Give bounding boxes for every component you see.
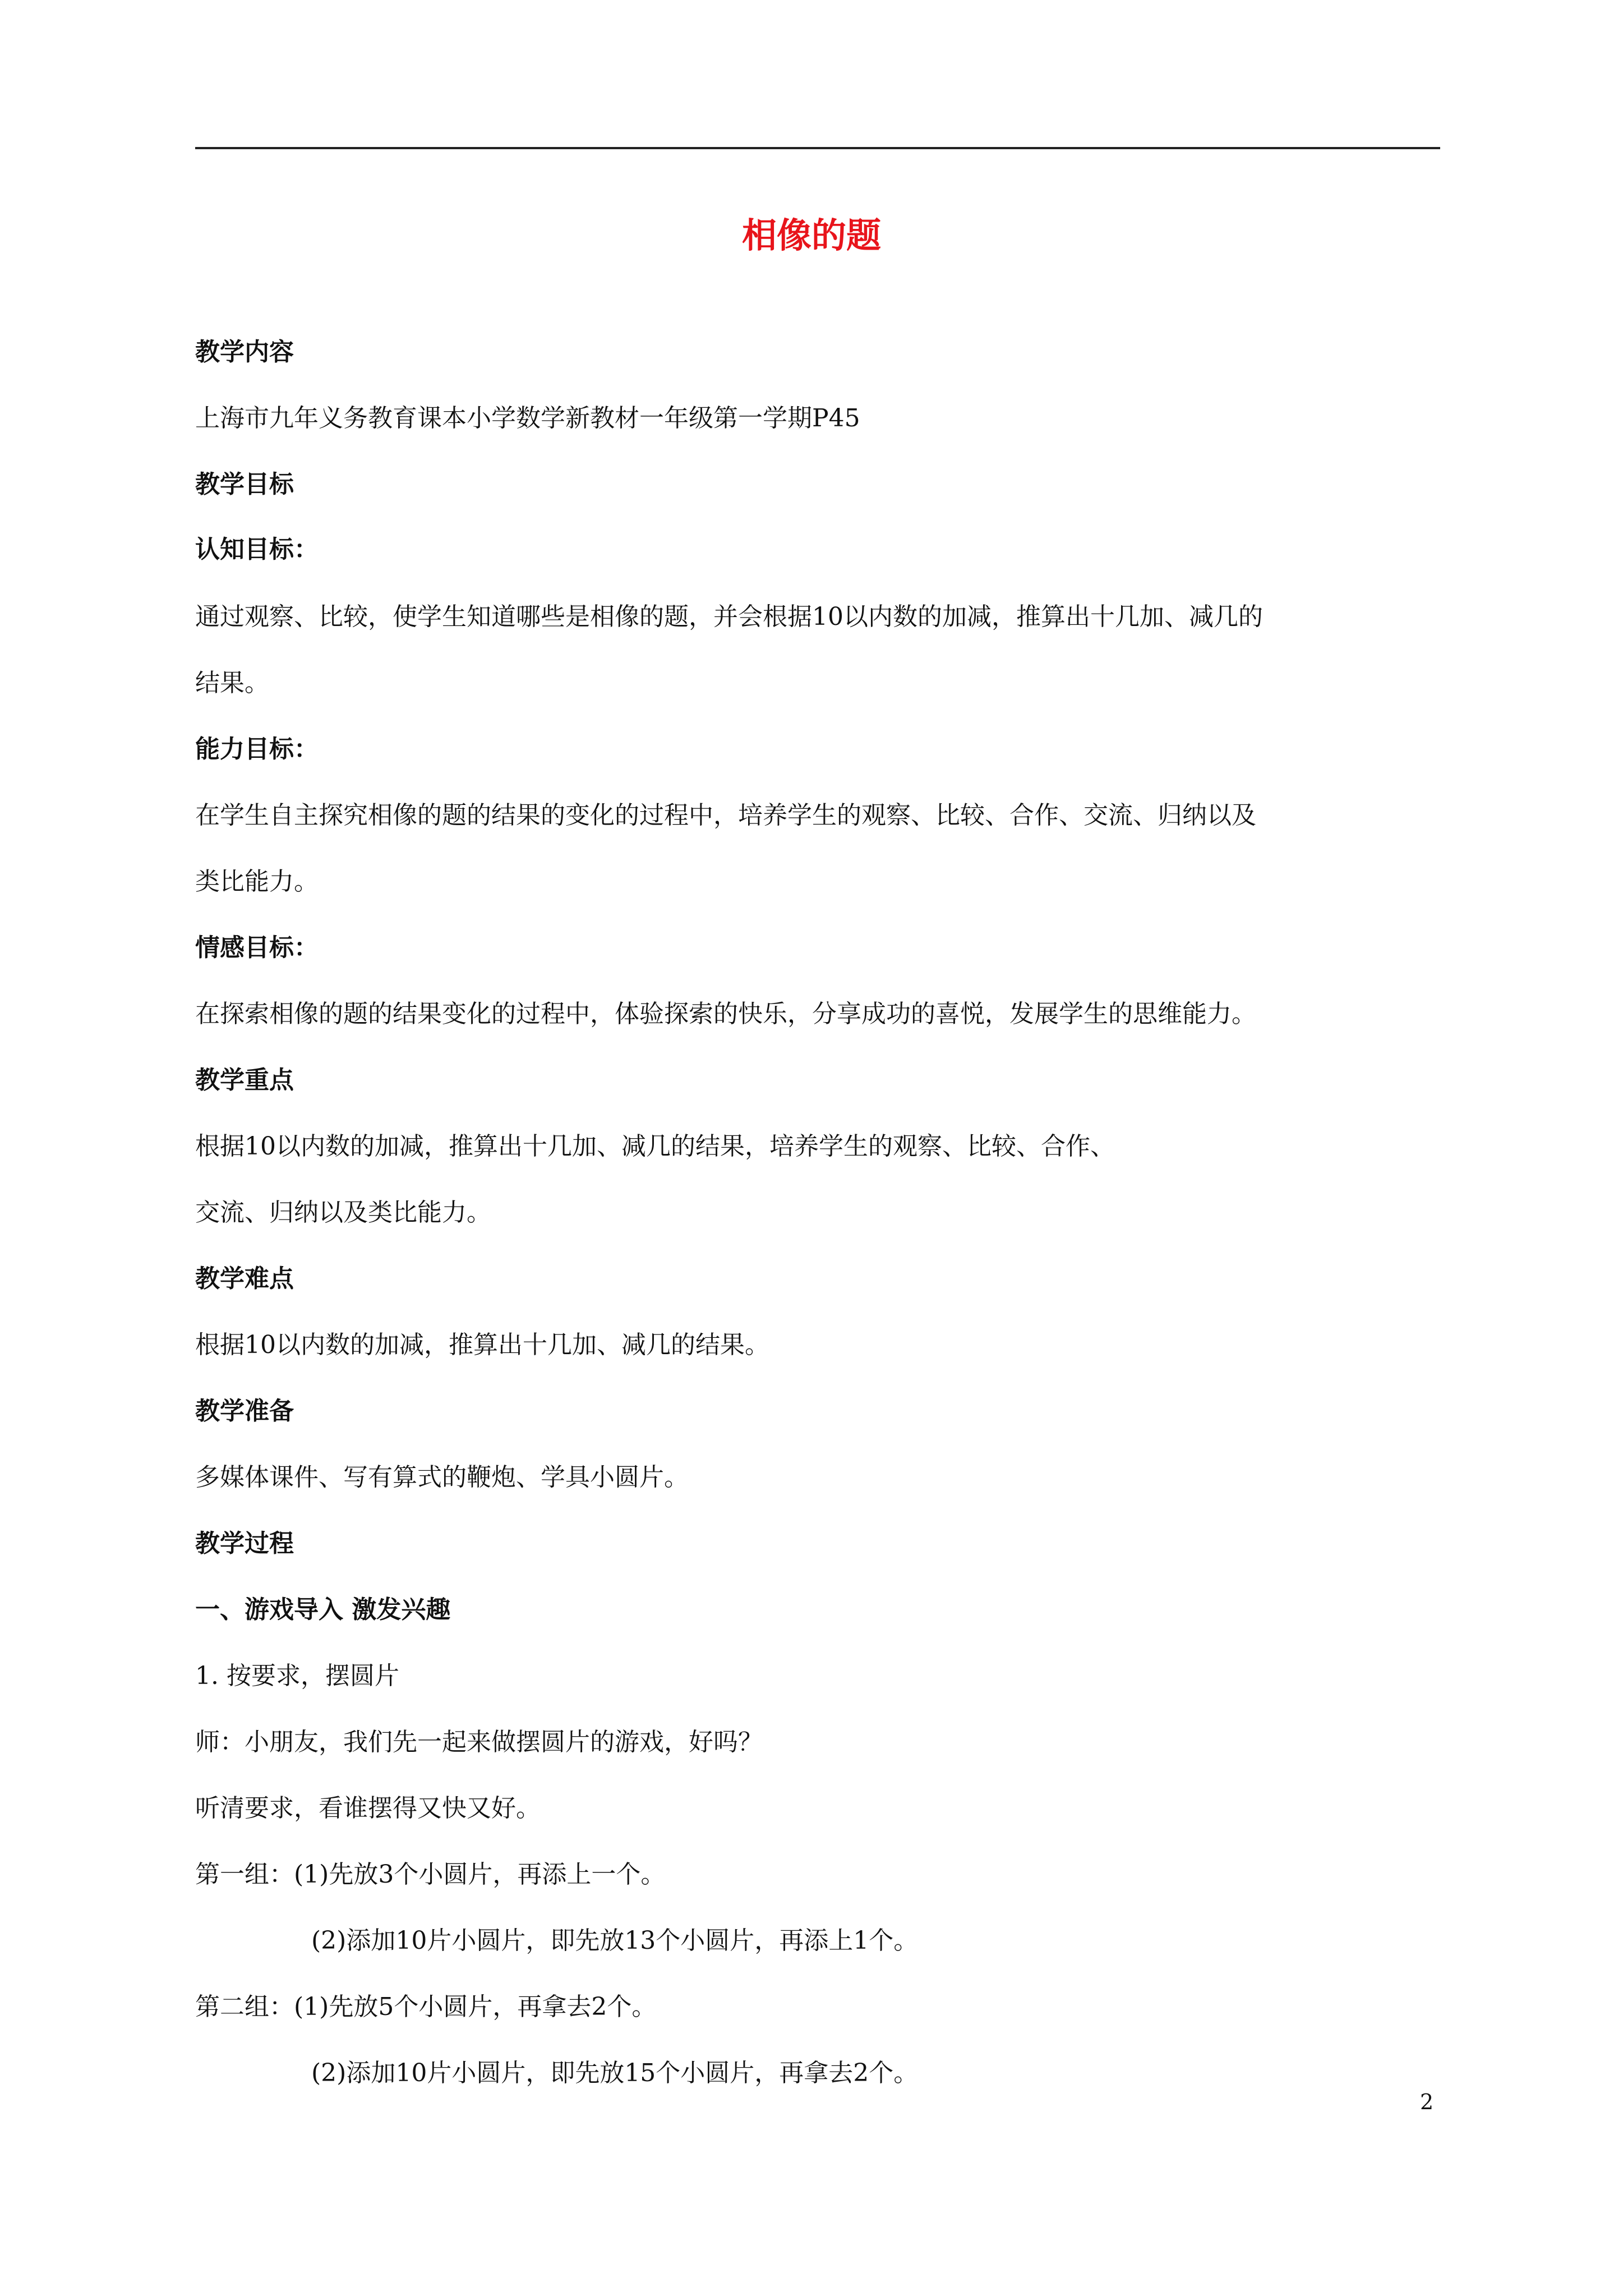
paragraph-line: 根据10以内数的加减，推算出十几加、减几的结果，培养学生的观察、比较、合作、 [195,1132,1115,1161]
paragraph-line: 上海市九年义务教育课本小学数学新教材一年级第一学期P45 [195,404,860,432]
paragraph-line: 结果。 [195,669,269,697]
paragraph-line: 师：小朋友，我们先一起来做摆圆片的游戏，好吗？ [195,1728,763,1756]
section-heading: 教学难点 [195,1264,294,1293]
paragraph-line: (2)添加10片小圆片，即先放15个小圆片，再拿去2个。 [311,2059,919,2087]
section-heading: 教学目标 [195,470,294,499]
paragraph-line: 多媒体课件、写有算式的鞭炮、学具小圆片。 [195,1463,689,1492]
paragraph-line: 第一组：(1)先放3个小圆片，再添上一个。 [195,1860,666,1889]
paragraph-line: (2)添加10片小圆片，即先放13个小圆片，再添上1个。 [311,1926,919,1955]
paragraph-line: 通过观察、比较，使学生知道哪些是相像的题，并会根据10以内数的加减，推算出十几加、减几的 [195,602,1263,631]
page-number: 2 [1420,2090,1434,2114]
section-heading: 教学重点 [195,1066,294,1094]
paragraph-line: 根据10以内数的加减，推算出十几加、减几的结果。 [195,1331,769,1359]
section-heading: 教学过程 [195,1529,294,1558]
paragraph-line: 在学生自主探究相像的题的结果的变化的过程中，培养学生的观察、比较、合作、交流、归纳以及 [195,801,1256,830]
paragraph-line: 在探索相像的题的结果变化的过程中，体验探索的快乐，分享成功的喜悦，发展学生的思维能力。 [195,1000,1256,1028]
section-heading: 教学准备 [195,1397,294,1425]
document-title: 相像的题 [741,215,881,256]
section-heading: 认知目标： [195,535,319,564]
section-heading: 能力目标： [195,735,319,763]
paragraph-line: 交流、归纳以及类比能力。 [195,1198,491,1227]
section-heading: 一、游戏导入 激发兴趣 [195,1595,451,1624]
paragraph-line: 类比能力。 [195,867,319,896]
header-rule [195,147,1440,149]
section-heading: 教学内容 [195,338,294,366]
paragraph-line: 第二组：(1)先放5个小圆片，再拿去2个。 [195,1993,657,2021]
section-heading: 情感目标： [195,933,319,962]
paragraph-line: 听清要求，看谁摆得又快又好。 [195,1794,541,1823]
paragraph-line: 1. 按要求，摆圆片 [195,1662,399,1690]
